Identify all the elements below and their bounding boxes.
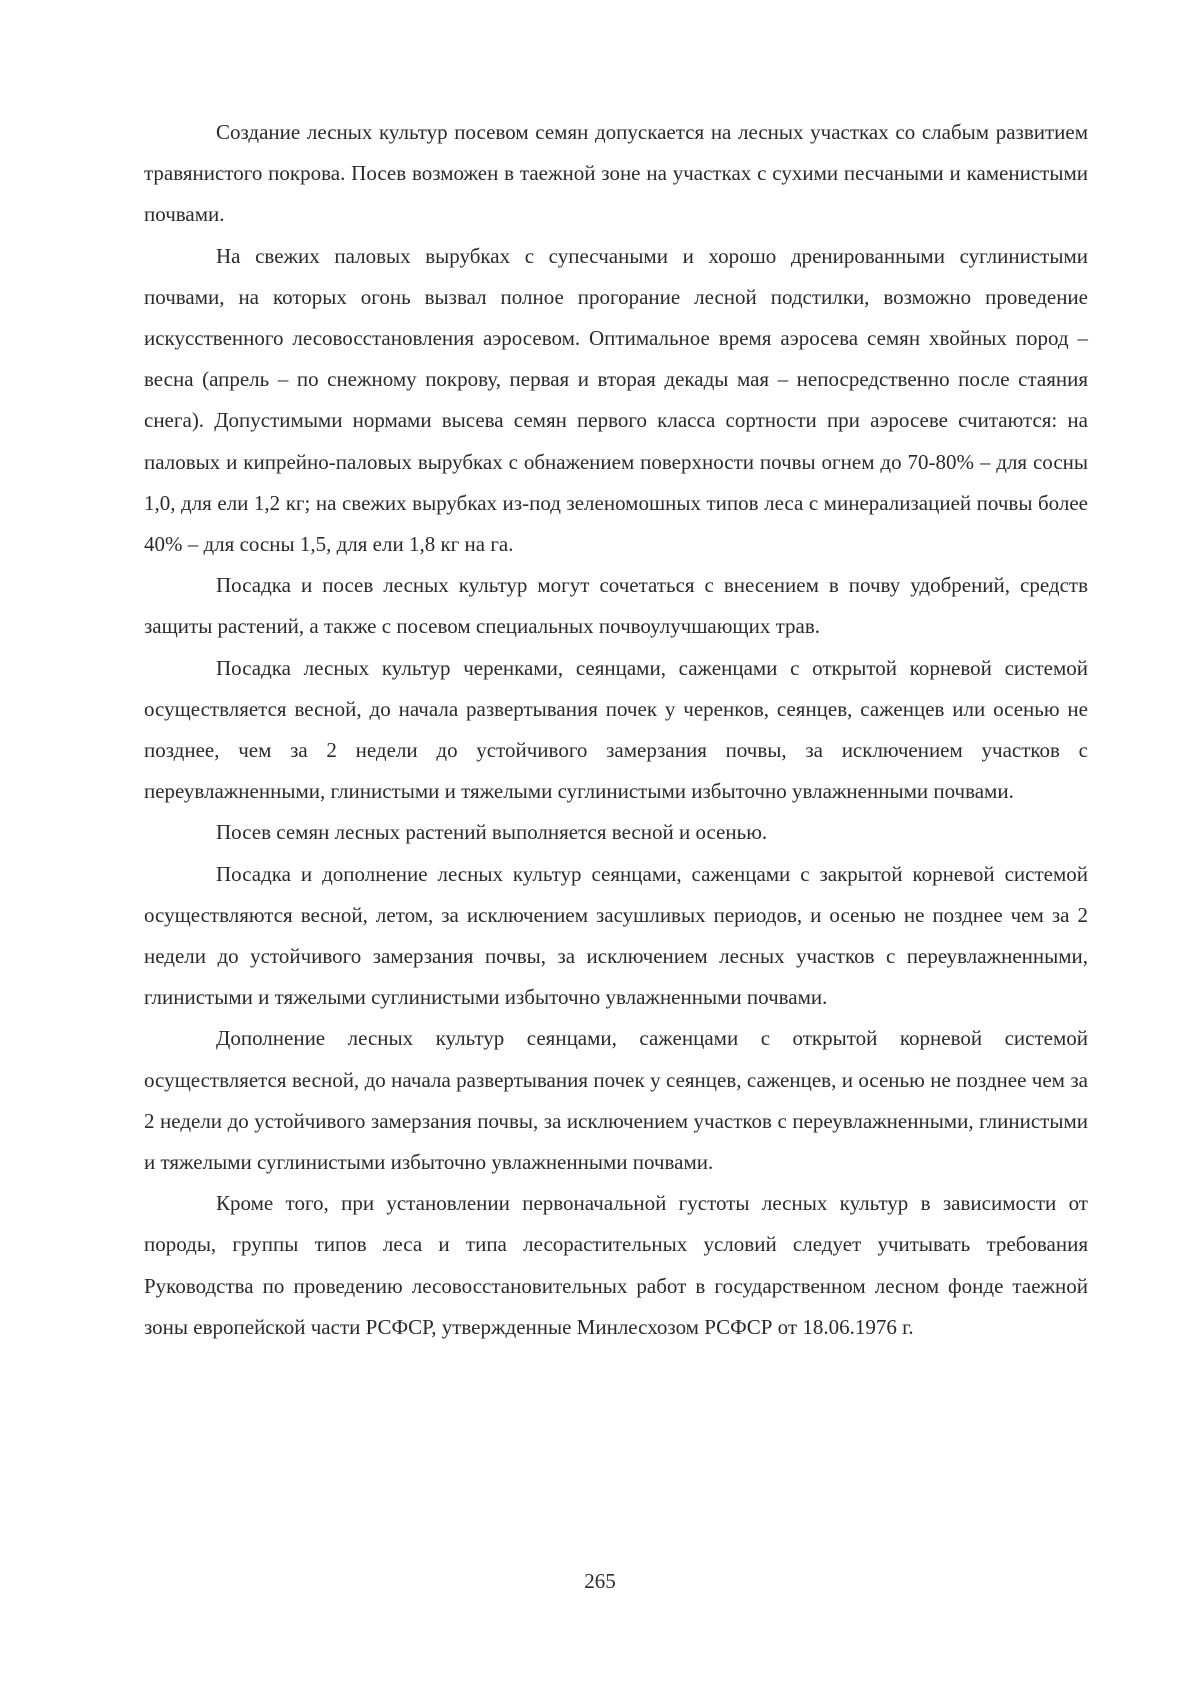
paragraph-5: Посев семян лесных растений выполняется весной и осенью. — [216, 820, 768, 845]
page-number: 265 — [584, 1569, 616, 1593]
paragraph-1: Создание лесных культур посевом семян допускается на лесных участках со слабым развитием травянистого покрова. Посев возможен в таежной зоне на участках с сухими песчаными и каменистыми почвами. — [144, 120, 1088, 227]
paragraph-7: Дополнение лесных культур сеянцами, саженцами с открытой корневой системой осуществляется весной, до начала развертывания почек у сеянцев, саженцев, и осенью не позднее чем за 2 недели до устойчивого замерзания почвы, за исключением участков с переувлажненными, глинистыми и тяжелыми суглинистыми избыточно увлажненными почвами. — [144, 1026, 1088, 1175]
paragraph-3: Посадка и посев лесных культур могут сочетаться с внесением в почву удобрений, средств защиты растений, а также с посевом специальных почвоулучшающих трав. — [144, 573, 1088, 639]
paragraph-6: Посадка и дополнение лесных культур сеянцами, саженцами с закрытой корневой системой осуществляются весной, летом, за исключением засушливых периодов, и осенью не позднее чем за 2 недели до устойчивого замерзания почвы, за исключением лесных участков с переувлажненными, глинистыми и тяжелыми суглинистыми избыточно увлажненными почвами. — [144, 861, 1088, 1010]
paragraph-4: Посадка лесных культур черенками, сеянцами, саженцами с открытой корневой системой осуществляется весной, до начала развертывания почек у черенков, сеянцев, саженцев или осенью не позднее, чем за 2 недели до устойчивого замерзания почвы, за исключением участков с переувлажненными, глинистыми и тяжелыми суглинистыми избыточно увлажненными почвами. — [144, 655, 1088, 804]
paragraph-2: На свежих паловых вырубках с супесчаными и хорошо дренированными суглинистыми почвами, на которых огонь вызвал полное прогорание лесной подстилки, возможно проведение искусственного лесовосстановления аэросевом. Оптимальное время аэросева семян хвойных пород – весна (апрель – по снежному покрову, первая и вторая декады мая – непосредственно после стаяния снега). Допустимыми нормами высева семян первого класса сортности при аэросеве считаются: на паловых и кипрейно-паловых вырубках с обнажением поверхности почвы огнем до 70-80% – для сосны 1,0, для ели 1,2 кг; на свежих вырубках из-под зеленомошных типов леса с минерализацией почвы более 40% – для сосны 1,5, для ели 1,8 кг на га. — [144, 243, 1088, 557]
body-text — [144, 112, 1088, 1348]
paragraph-8: Кроме того, при установлении первоначальной густоты лесных культур в зависимости от породы, группы типов леса и типа лесорастительных условий следует учитывать требования Руководства по проведению лесовосстановительных работ в государственном лесном фонде таежной зоны европейской части РСФСР, утвержденные Минлесхозом РСФСР от 18.06.1976 г. — [144, 1191, 1088, 1339]
